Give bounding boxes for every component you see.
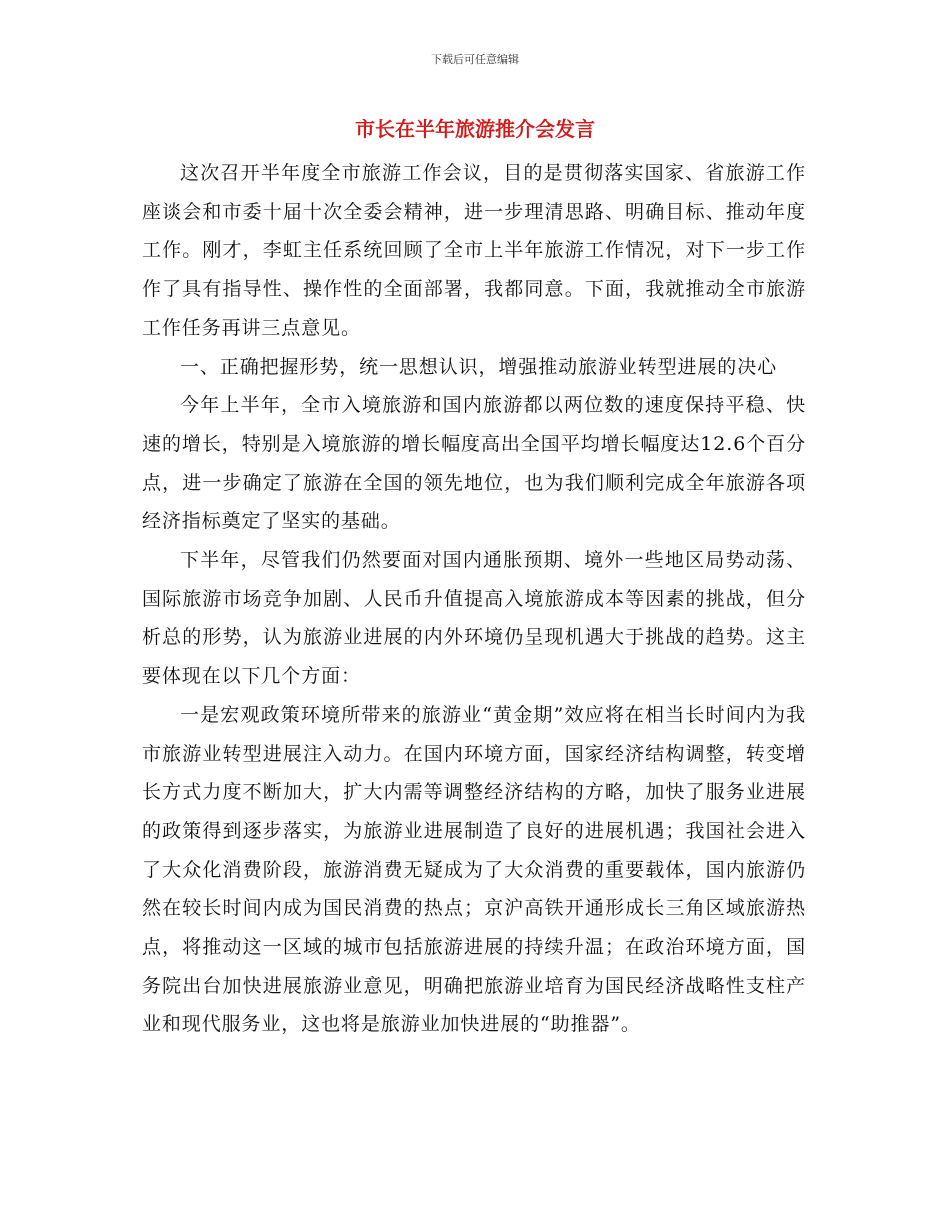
document-title: 市长在半年旅游推介会发言 [355, 117, 595, 141]
paragraph-point-one: 一是宏观政策环境所带来的旅游业“黄金期”效应将在相当长时间内为我市旅游业转型进展注入动力。在国内环境方面，国家经济结构调整，转变增长方式力度不断加大，扩大内需等调整经济结构的方略，加快了服务业进展的政策得到逐步落实，为旅游业进展制造了良好的进展机遇；我国社会进入了大众化消费阶段，旅游消费无疑成为了大众消费的重要载体，国内旅游仍然在较长时间内成为国民消费的热点；京沪高铁开通形成长三角区域旅游热点，将推动这一区域的城市包括旅游进展的持续升温；在政治环境方面，国务院出台加快进展旅游业意见，明确把旅游业培育为国民经济战略性支柱产业和现代服务业，这也将是旅游业加快进展的“助推器”。 [142, 703, 806, 1036]
document-body [142, 154, 806, 1044]
paragraph-intro: 这次召开半年度全市旅游工作会议，目的是贯彻落实国家、省旅游工作座谈会和市委十届十次全委会精神，进一步理清思路、明确目标、推动年度工作。刚才，李虹主任系统回顾了全市上半年旅游工作情况，对下一步工作作了具有指导性、操作性的全面部署，我都同意。下面，我就推动全市旅游工作任务再讲三点意见。 [142, 162, 806, 339]
paragraph-second-half-outlook: 下半年，尽管我们仍然要面对国内通胀预期、境外一些地区局势动荡、国际旅游市场竞争加剧、人民币升值提高入境旅游成本等因素的挑战，但分析总的形势，认为旅游业进展的内外环境仍呈现机遇大于挑战的趋势。这主要体现在以下几个方面： [142, 549, 806, 688]
paragraph-first-half-review: 今年上半年，全市入境旅游和国内旅游都以两位数的速度保持平稳、快速的增长，特别是入境旅游的增长幅度高出全国平均增长幅度达12.6个百分点，进一步确定了旅游在全国的领先地位，也为我们顺利完成全年旅游各项经济指标奠定了坚实的基础。 [142, 394, 806, 533]
section-heading-one: 一、正确把握形势，统一思想认识，增强推动旅游业转型进展的决心 [180, 355, 778, 378]
page-header-note: 下载后可任意编辑 [431, 53, 519, 66]
